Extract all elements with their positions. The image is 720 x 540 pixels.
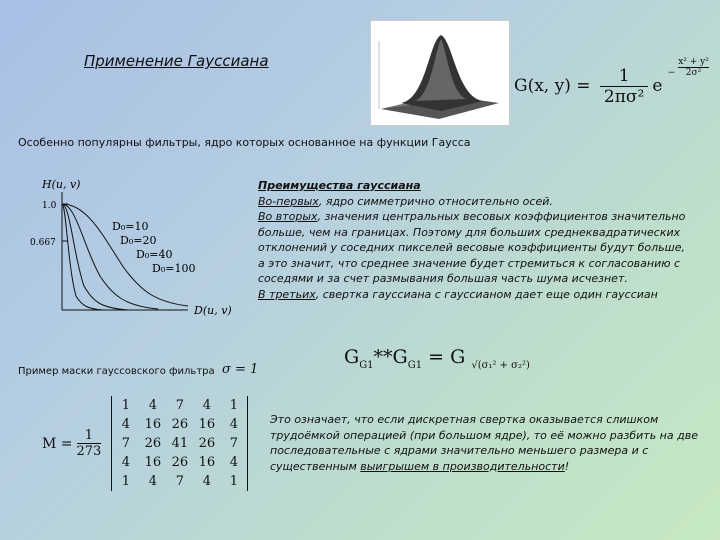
matrix-cell: 4: [229, 455, 238, 470]
plot-curve-label-20: D₀=20: [120, 234, 157, 247]
conv-op: **G: [373, 346, 408, 368]
advantage-1-lead: Во-первых: [258, 194, 319, 208]
advantages-heading: Преимущества гауссиана: [258, 179, 421, 192]
gaussian-surface-image: [370, 20, 510, 126]
matrix-row: [112, 396, 247, 415]
matrix-cell: 1: [229, 398, 238, 413]
conv-lhs: G: [344, 346, 360, 368]
matrix-frac-den: 273: [76, 444, 102, 459]
gaussian-mask-matrix: [42, 396, 248, 491]
advantage-3-lead: В третьих: [258, 287, 316, 301]
slide-title: Применение Гауссиана: [84, 52, 269, 70]
note-text-1: Это означает, что если дискретная свертка оказывается слишком трудоёмкой операцией (при большом ядре), то её можно разбить на две последовательные с ядрами значительно меньшего размера и с существенным: [270, 413, 698, 473]
matrix-row: [112, 453, 247, 472]
conv-lhs-sub: G1: [359, 359, 374, 371]
matrix-cell: 4: [148, 474, 157, 489]
separability-note: [270, 412, 700, 474]
matrix-table: [111, 396, 248, 491]
formula-lhs: G(x, y) =: [514, 76, 591, 96]
matrix-cell: 4: [121, 455, 130, 470]
gaussian-formula: [514, 57, 709, 107]
matrix-cell: 26: [171, 455, 189, 470]
matrix-row: [112, 415, 247, 434]
plot-curve-label-10: D₀=10: [112, 220, 149, 233]
advantage-2-text: , значения центральных весовых коэффициентов значительно больше, чем на границах. Поэтому для больших среднеквадратических отклонений у соседних пикселей весовые коэффициенты будут больше, а это значит, что среднее значение будет стремиться к согласованию с соседями и за счет размывания большая часть шума исчезнет.: [258, 210, 686, 285]
matrix-cell: 4: [202, 474, 211, 489]
formula-numerator: 1: [600, 66, 648, 87]
formula-exp-numerator: x² + y²: [678, 57, 709, 67]
formula-e: e: [652, 76, 663, 96]
advantages-text: [258, 178, 688, 302]
matrix-cell: 16: [144, 455, 162, 470]
convolution-formula: [344, 346, 530, 371]
matrix-lhs: M =: [42, 435, 73, 452]
filter-response-plot: [28, 178, 246, 326]
plot-y-axis-label: H(u, v): [42, 178, 81, 191]
formula-exp-denominator: 2σ²: [685, 68, 702, 78]
matrix-frac-num: 1: [77, 428, 102, 444]
advantage-2-lead: Во вторых: [258, 210, 318, 223]
matrix-cell: 1: [121, 398, 130, 413]
note-text-3: !: [564, 459, 570, 473]
matrix-cell: 1: [121, 474, 130, 489]
advantage-1-text: , ядро симметрично относительно осей.: [318, 194, 553, 208]
matrix-cell: 26: [144, 436, 162, 451]
matrix-cell: 1: [229, 474, 238, 489]
matrix-row: [112, 434, 247, 453]
plot-curve-label-40: D₀=40: [136, 248, 173, 261]
conv-eq: = G: [422, 346, 466, 368]
formula-denominator: 2πσ²: [603, 87, 645, 107]
matrix-cell: 7: [229, 436, 238, 451]
plot-curve-label-100: D₀=100: [152, 262, 196, 275]
matrix-cell: 41: [171, 436, 189, 451]
matrix-cell: 4: [121, 417, 130, 432]
matrix-cell: 4: [148, 398, 157, 413]
conv-root: √(σ₁² + σ₂²): [471, 359, 530, 371]
matrix-cell: 7: [121, 436, 130, 451]
mask-example-label: Пример маски гауссовского фильтра: [18, 366, 215, 377]
matrix-row: [112, 472, 247, 491]
matrix-cell: 4: [229, 417, 238, 432]
plot-y-tick-1: 1.0: [42, 201, 57, 211]
matrix-cell: 16: [198, 455, 216, 470]
matrix-cell: 7: [175, 474, 184, 489]
note-text-2: выигрышем в производительности: [360, 459, 565, 473]
matrix-cell: 26: [198, 436, 216, 451]
sigma-label: σ = 1: [222, 362, 259, 377]
matrix-cell: 7: [175, 398, 184, 413]
advantage-3-text: , свертка гауссиана с гауссианом дает еще один гауссиан: [315, 287, 658, 301]
matrix-cell: 16: [144, 417, 162, 432]
slide-subtitle: Особенно популярны фильтры, ядро которых основанное на функции Гаусса: [18, 136, 471, 149]
plot-x-axis-label: D(u, v): [194, 304, 232, 317]
matrix-cell: 26: [171, 417, 189, 432]
plot-y-tick-0667: 0.667: [30, 238, 56, 248]
formula-exp-sign: −: [667, 68, 676, 78]
conv-op-sub: G1: [407, 359, 423, 371]
matrix-cell: 4: [202, 398, 211, 413]
matrix-cell: 16: [198, 417, 216, 432]
